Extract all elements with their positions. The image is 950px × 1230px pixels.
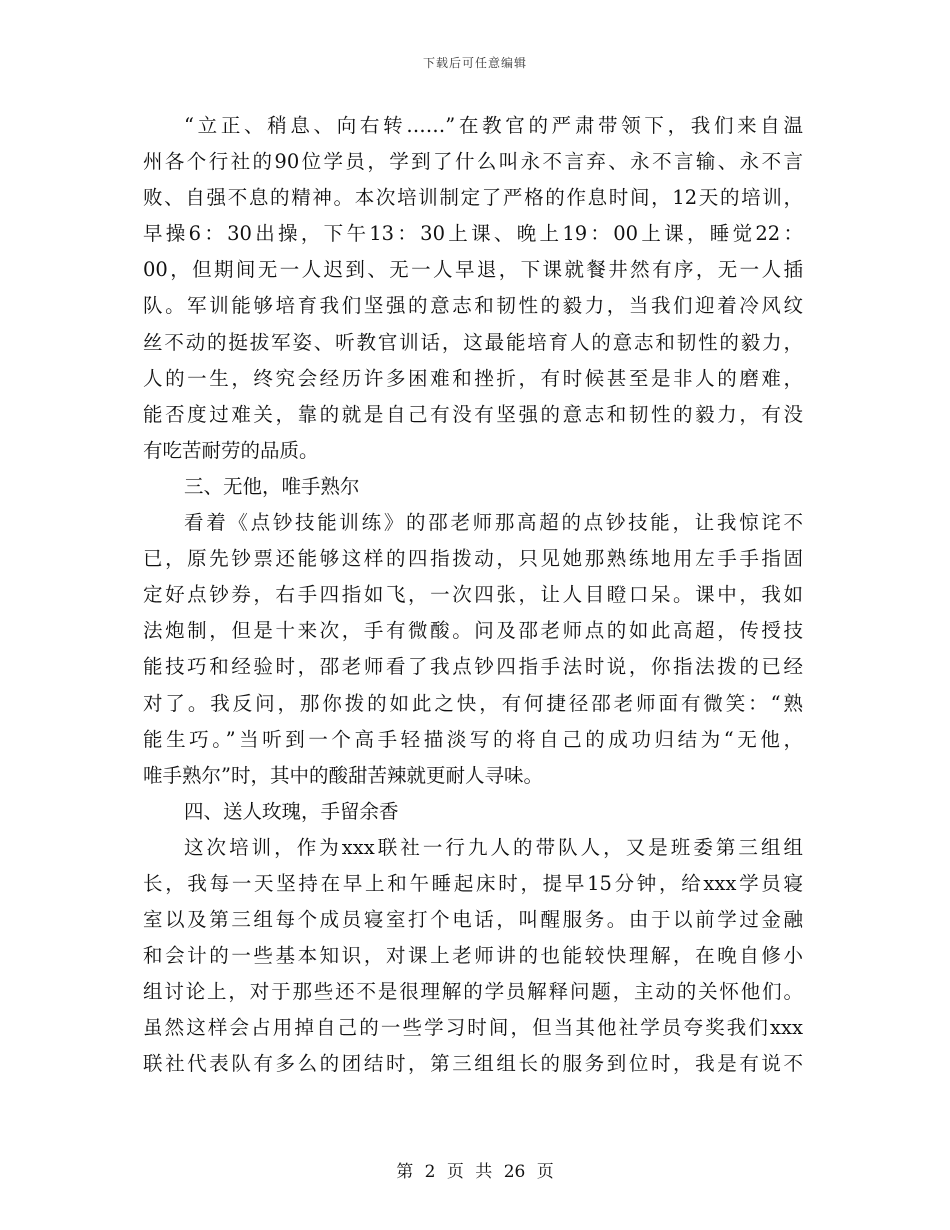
text-line: 这次培训，作为xxx联社一行九人的带队人，又是班委第三组组	[184, 835, 803, 859]
text-line: 室以及第三组每个成员寝室打个电话，叫醒服务。由于以前学过金融	[143, 908, 803, 932]
text-line: 队。军训能够培育我们坚强的意志和韧性的毅力，当我们迎着冷风纹	[143, 294, 803, 318]
text-line: 唯手熟尔”时，其中的酸甜苦辣就更耐人寻味。	[143, 763, 543, 787]
text-line: 有吃苦耐劳的品质。	[143, 438, 319, 462]
body-text	[143, 108, 803, 1083]
text-line: 对了。我反问，那你拨的如此之快，有何捷径邵老师面有微笑：“熟	[143, 691, 803, 715]
page-number-footer: 第 2 页 共 26 页	[396, 1162, 554, 1182]
text-line: 能生巧。”当听到一个高手轻描淡写的将自己的成功归结为“无他，	[143, 727, 803, 751]
page-header: 下载后可任意编辑	[422, 56, 527, 70]
text-line: 能技巧和经验时，邵老师看了我点钞四指手法时说，你指法拨的已经	[143, 655, 803, 679]
text-line: 丝不动的挺拔军姿、听教官训话，这最能培育人的意志和韧性的毅力，	[143, 330, 803, 354]
text-line: 已，原先钞票还能够这样的四指拨动，只见她那熟练地用左手手指固	[143, 547, 803, 571]
text-line: 定好点钞券，右手四指如飞，一次四张，让人目瞪口呆。课中，我如	[143, 583, 803, 607]
section-heading: 三、无他，唯手熟尔	[184, 474, 360, 498]
text-line: 00，但期间无一人迟到、无一人早退，下课就餐井然有序，无一人插	[143, 258, 803, 282]
section-heading: 四、送人玫瑰，手留余香	[184, 799, 399, 823]
text-line: 长，我每一天坚持在早上和午睡起床时，提早15分钟，给xxx学员寝	[143, 871, 803, 895]
text-line: 能否度过难关，靠的就是自己有没有坚强的意志和韧性的毅力，有没	[143, 402, 803, 426]
text-line: 败、自强不息的精神。本次培训制定了严格的作息时间，12天的培训，	[143, 186, 803, 210]
text-line: 州各个行社的90位学员，学到了什么叫永不言弃、永不言输、永不言	[143, 150, 803, 174]
text-line: 早操6：30出操，下午13：30上课、晚上19：00上课，睡觉22：	[143, 222, 803, 246]
text-line: 组讨论上，对于那些还不是很理解的学员解释问题，主动的关怀他们。	[143, 980, 803, 1004]
text-line: 看着《点钞技能训练》的邵老师那高超的点钞技能，让我惊诧不	[184, 511, 803, 535]
text-line: 联社代表队有多么的团结时，第三组组长的服务到位时，我是有说不	[143, 1052, 803, 1076]
text-line: 虽然这样会占用掉自己的一些学习时间，但当其他社学员夸奖我们xxx	[143, 1016, 803, 1040]
text-line: 和会计的一些基本知识，对课上老师讲的也能较快理解，在晚自修小	[143, 944, 803, 968]
text-line: 法炮制，但是十来次，手有微酸。问及邵老师点的如此高超，传授技	[143, 619, 803, 643]
text-line: “立正、稍息、向右转……”在教官的严肃带领下，我们来自温	[184, 114, 803, 137]
text-line: 人的一生，终究会经历许多困难和挫折，有时候甚至是非人的磨难，	[143, 366, 803, 390]
